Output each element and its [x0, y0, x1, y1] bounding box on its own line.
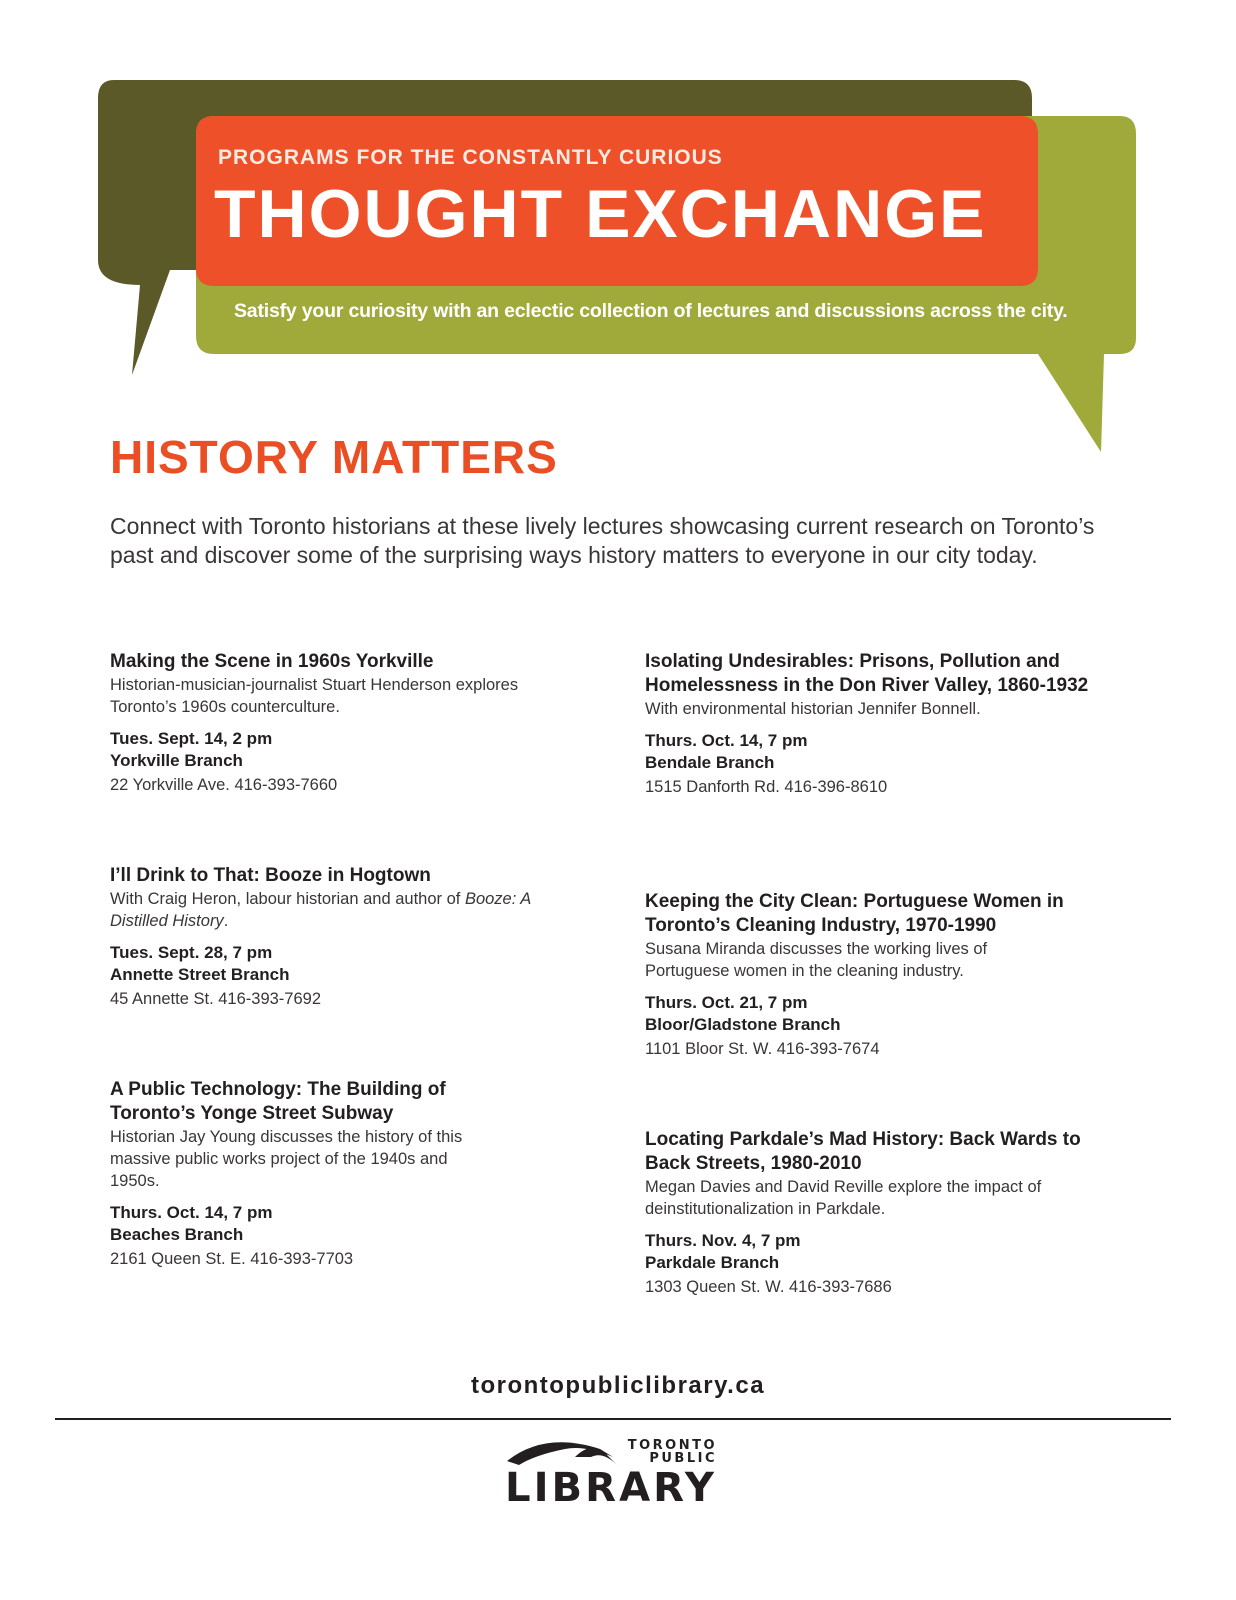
event-title: Isolating Undesirables: Prisons, Pollution and Homelessness in the Don River Valley, 1860-1932 — [645, 651, 1089, 696]
event-address: 1515 Danforth Rd. 416-396-8610 — [645, 778, 888, 796]
event-title: Locating Parkdale’s Mad History: Back Wards to Back Streets, 1980-2010 — [645, 1129, 1081, 1174]
banner-tagline: Satisfy your curiosity with an eclectic collection of lectures and discussions across the city. — [234, 300, 1068, 322]
event-beaches — [110, 1078, 580, 1270]
event-yorkville — [110, 650, 580, 796]
event-branch: Bloor/Gladstone Branch — [645, 1015, 841, 1034]
event-address: 22 Yorkville Ave. 416-393-7660 — [110, 776, 338, 794]
event-description — [110, 888, 560, 932]
event-description-end: . — [223, 912, 229, 930]
banner-title: THOUGHT EXCHANGE — [214, 176, 987, 252]
website-url[interactable]: torontopubliclibrary.ca — [470, 1372, 766, 1399]
event-annette — [110, 864, 580, 1010]
event-date: Thurs. Oct. 14, 7 pm — [110, 1203, 273, 1222]
event-description-book: Booze: A Distilled History — [110, 890, 531, 930]
event-description-text: With Craig Heron, labour historian and author of — [110, 890, 461, 908]
event-title: A Public Technology: The Building of Toronto’s Yonge Street Subway — [110, 1079, 446, 1124]
logo-library: LIBRARY — [505, 1465, 717, 1505]
event-date: Tues. Sept. 14, 2 pm — [110, 729, 273, 748]
event-branch: Annette Street Branch — [110, 965, 290, 984]
footer-divider — [55, 1418, 1171, 1420]
event-title: Keeping the City Clean: Portuguese Women in Toronto’s Cleaning Industry, 1970-1990 — [645, 891, 1064, 936]
section-intro: Connect with Toronto historians at these lively lectures showcasing current research on Toronto’s past and discover some of the surprising ways history matters to everyone in our city today. — [110, 513, 1095, 568]
event-bloor-gladstone — [645, 890, 1105, 1060]
event-address: 1101 Bloor St. W. 416-393-7674 — [645, 1040, 880, 1058]
event-address: 1303 Queen St. W. 416-393-7686 — [645, 1278, 892, 1296]
event-branch: Yorkville Branch — [110, 751, 243, 770]
logo-public: PUBLIC — [649, 1451, 717, 1466]
event-description: Susana Miranda discusses the working lives of Portuguese women in the cleaning industry. — [645, 940, 988, 980]
event-date: Thurs. Oct. 14, 7 pm — [645, 731, 808, 750]
section-title: HISTORY MATTERS — [110, 431, 558, 483]
event-date: Thurs. Nov. 4, 7 pm — [645, 1231, 801, 1250]
toronto-public-library-logo — [505, 1435, 745, 1505]
logo-toronto: TORONTO — [627, 1438, 717, 1453]
event-description: Megan Davies and David Reville explore the impact of deinstitutionalization in Parkdale. — [645, 1178, 1042, 1218]
event-address: 2161 Queen St. E. 416-393-7703 — [110, 1250, 354, 1268]
event-title: I’ll Drink to That: Booze in Hogtown — [110, 865, 431, 886]
event-description: Historian Jay Young discusses the history of this massive public works project of the 1940s and 1950s. — [110, 1128, 463, 1190]
event-branch: Bendale Branch — [645, 753, 775, 772]
event-bendale — [645, 650, 1105, 798]
event-description: Historian-musician-journalist Stuart Henderson explores Toronto’s 1960s counterculture. — [110, 676, 519, 716]
banner-kicker: PROGRAMS FOR THE CONSTANTLY CURIOUS — [218, 146, 723, 169]
event-address: 45 Annette St. 416-393-7692 — [110, 990, 322, 1008]
event-date: Tues. Sept. 28, 7 pm — [110, 943, 273, 962]
event-date: Thurs. Oct. 21, 7 pm — [645, 993, 808, 1012]
event-description: With environmental historian Jennifer Bonnell. — [645, 700, 981, 718]
event-branch: Beaches Branch — [110, 1225, 244, 1244]
event-title: Making the Scene in 1960s Yorkville — [110, 651, 434, 672]
logo-arch-icon — [507, 1442, 617, 1465]
event-branch: Parkdale Branch — [645, 1253, 780, 1272]
event-parkdale — [645, 1128, 1115, 1298]
